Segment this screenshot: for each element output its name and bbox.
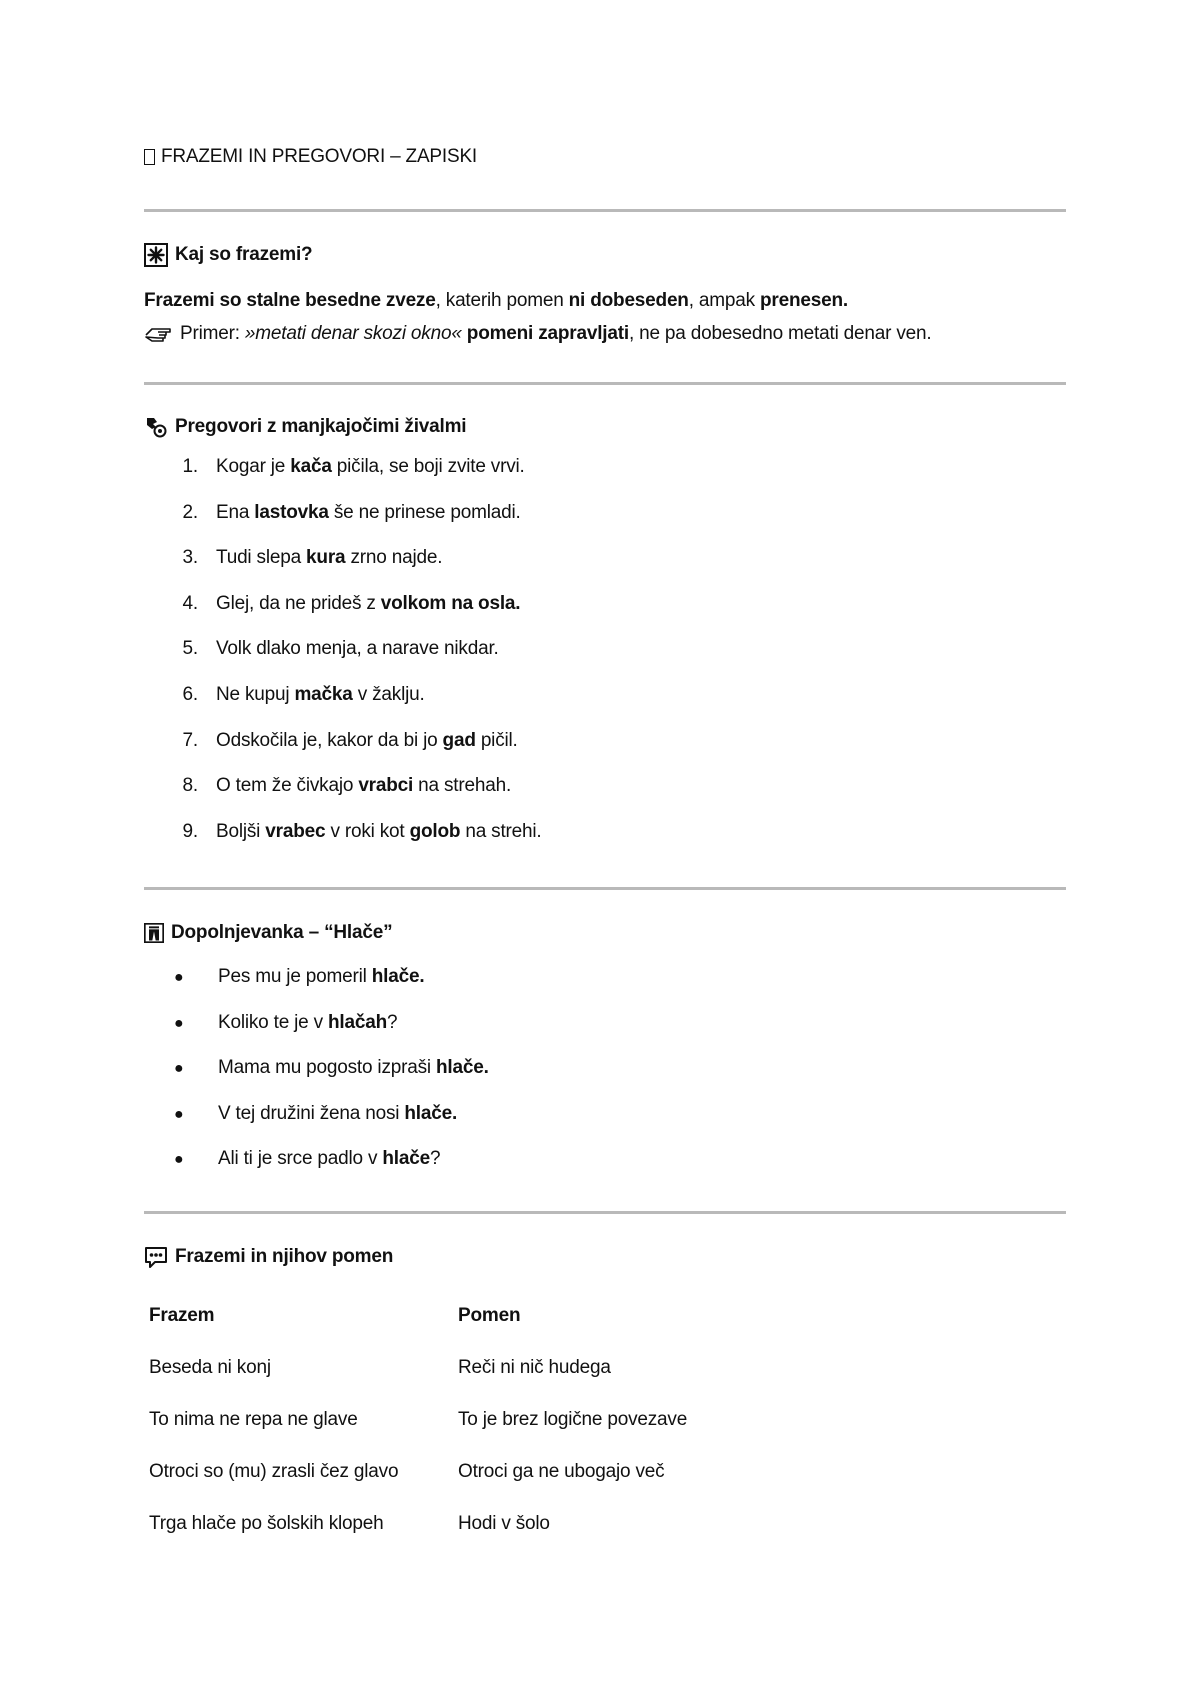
list-item	[144, 1103, 489, 1149]
key-word: hlače	[436, 1057, 484, 1079]
proverb-text: v roki kot	[325, 820, 410, 842]
meaning-cell: Reči ni nič hudega	[458, 1357, 611, 1378]
list-item	[144, 547, 542, 593]
example-phrase: »metati denar skozi okno«	[244, 323, 462, 344]
phrase-cell: To nima ne repa ne glave	[149, 1409, 358, 1430]
key-word: hlače	[404, 1102, 452, 1124]
key-word: hlače	[371, 966, 420, 987]
list-number: 5.	[182, 638, 198, 660]
proverbs-list	[144, 456, 542, 866]
document-page	[144, 0, 1056, 1696]
fill-in-list	[144, 966, 489, 1194]
animal-word: vrabec	[265, 820, 326, 842]
example-text: pomeni	[461, 323, 539, 344]
animal-word: golob	[409, 820, 461, 842]
proverb-text: Boljši	[216, 820, 266, 842]
meaning-cell: Otroci ga ne ubogajo več	[458, 1461, 665, 1482]
bullet-icon: ●	[174, 1014, 184, 1032]
proverb-text: v žaklju.	[352, 683, 425, 705]
list-item	[144, 502, 542, 548]
list-number: 3.	[182, 547, 198, 569]
proverb-text: Tudi slepa	[216, 547, 307, 569]
sentence-text: V tej družini žena nosi	[218, 1102, 405, 1124]
list-item	[144, 1057, 489, 1103]
table-row	[149, 1498, 778, 1550]
proverb-text: na	[446, 592, 479, 614]
list-item	[144, 730, 542, 776]
proverb-text: Glej, da ne prideš z	[216, 592, 381, 614]
animal-paw-icon	[144, 415, 168, 439]
proverb-text: Ena	[216, 501, 255, 523]
divider	[144, 209, 1066, 212]
table-row	[149, 1394, 778, 1446]
list-item	[144, 593, 542, 639]
section-heading-meanings	[144, 1245, 393, 1269]
list-item	[144, 1012, 489, 1058]
proverb-text: O tem že čivkajo	[216, 775, 359, 797]
table-header-row	[149, 1290, 778, 1342]
definition-text: Frazemi so	[144, 290, 247, 311]
definition-text: .	[842, 290, 848, 311]
meaning-cell: To je brez logične povezave	[458, 1409, 688, 1430]
example-bold: zapravljati	[538, 323, 629, 344]
example-paragraph	[144, 318, 931, 350]
definition-bold: stalne besedne zveze	[246, 290, 436, 311]
phrase-cell: Trga hlače po šolskih klopeh	[149, 1513, 384, 1534]
bullet-icon: ●	[174, 1060, 184, 1078]
table-row	[149, 1342, 778, 1394]
animal-word: lastovka	[254, 501, 329, 523]
list-number: 1.	[182, 456, 198, 477]
column-header-phrase: Frazem	[149, 1305, 215, 1326]
section-heading-fill-in	[144, 921, 392, 945]
sentence-text: ?	[387, 1011, 398, 1033]
placeholder-box-icon	[144, 149, 155, 165]
speech-bubble-icon	[144, 1245, 168, 1269]
table-row	[149, 1446, 778, 1498]
proverb-text: Volk dlako menja, a narave nikdar.	[216, 638, 499, 660]
sentence-text: Ali ti je srce padlo v	[218, 1148, 383, 1170]
animal-word: kača	[290, 456, 332, 477]
list-number: 4.	[182, 592, 198, 614]
phrase-cell: Otroci so (mu) zrasli čez glavo	[149, 1461, 399, 1482]
bullet-icon: ●	[174, 1105, 184, 1123]
proverb-text: na strehah.	[413, 775, 512, 797]
proverb-text: Ne kupuj	[216, 683, 295, 705]
definition-bold: ni dobeseden	[568, 290, 689, 311]
proverb-text: zrno najde.	[345, 547, 443, 569]
proverb-text: Kogar je	[216, 456, 291, 477]
proverb-text: Odskočila je, kakor da bi jo	[216, 729, 443, 751]
list-number: 2.	[182, 501, 198, 523]
section-heading-text: Pregovori z manjkajočimi živalmi	[175, 416, 467, 437]
list-number: 6.	[182, 683, 198, 705]
list-item	[144, 638, 542, 684]
list-item	[144, 1148, 489, 1194]
sentence-text: .	[419, 966, 425, 987]
proverb-text: še ne prinese pomladi.	[328, 501, 521, 523]
sentence-text: Koliko te je v	[218, 1011, 328, 1033]
section-heading-proverbs	[144, 415, 466, 439]
list-item	[144, 456, 542, 502]
document-title	[144, 146, 477, 168]
example-label: Primer:	[180, 323, 245, 344]
proverb-text: .	[515, 592, 521, 614]
sentence-text: ?	[429, 1148, 441, 1170]
definition-paragraph	[144, 285, 848, 317]
sentence-text: Mama mu pogosto izpraši	[218, 1057, 437, 1079]
pointing-hand-icon	[144, 323, 176, 345]
definition-bold: prenesen	[759, 290, 843, 311]
proverb-text: pičil.	[475, 729, 518, 751]
proverb-text: na strehi.	[460, 820, 542, 842]
list-item	[144, 684, 542, 730]
divider	[144, 887, 1066, 890]
example-text: , ne pa dobesedno metati denar ven.	[628, 323, 932, 344]
list-number: 9.	[182, 820, 198, 842]
column-header-meaning: Pomen	[458, 1305, 521, 1326]
sentence-text: Pes mu je pomeril	[218, 966, 372, 987]
divider	[144, 1211, 1066, 1214]
definition-text: , ampak	[688, 290, 760, 311]
key-word: hlače	[382, 1148, 430, 1170]
animal-word: gad	[442, 729, 476, 751]
section-heading-text: Frazemi in njihov pomen	[175, 1246, 394, 1267]
list-item	[144, 775, 542, 821]
list-item	[144, 821, 542, 867]
trousers-icon	[144, 921, 164, 945]
bullet-icon: ●	[174, 1151, 184, 1169]
animal-word: osla	[478, 592, 516, 614]
key-word: hlačah	[328, 1011, 387, 1033]
section-heading-text: Kaj so frazemi?	[175, 244, 313, 265]
animal-word: mačka	[294, 683, 353, 705]
bullet-icon: ●	[174, 969, 184, 986]
animal-word: volkom	[380, 592, 447, 614]
document-title-text: FRAZEMI IN PREGOVORI – ZAPISKI	[161, 146, 477, 167]
animal-word: kura	[306, 547, 346, 569]
meanings-table	[149, 1290, 778, 1550]
sentence-text: .	[483, 1057, 489, 1079]
proverb-text: pičila, se boji zvite vrvi.	[331, 456, 525, 477]
phrase-cell: Beseda ni konj	[149, 1357, 271, 1378]
meaning-cell: Hodi v šolo	[458, 1513, 550, 1534]
list-number: 7.	[182, 729, 198, 751]
list-item	[144, 966, 489, 1012]
sentence-text: .	[451, 1102, 458, 1124]
sparkle-icon	[144, 243, 168, 267]
section-heading-text: Dopolnjevanka – “Hlače”	[171, 922, 393, 943]
section-heading-intro	[144, 243, 312, 267]
animal-word: vrabci	[358, 775, 414, 797]
divider	[144, 382, 1066, 385]
definition-text: , katerih pomen	[435, 290, 569, 311]
list-number: 8.	[182, 775, 198, 797]
